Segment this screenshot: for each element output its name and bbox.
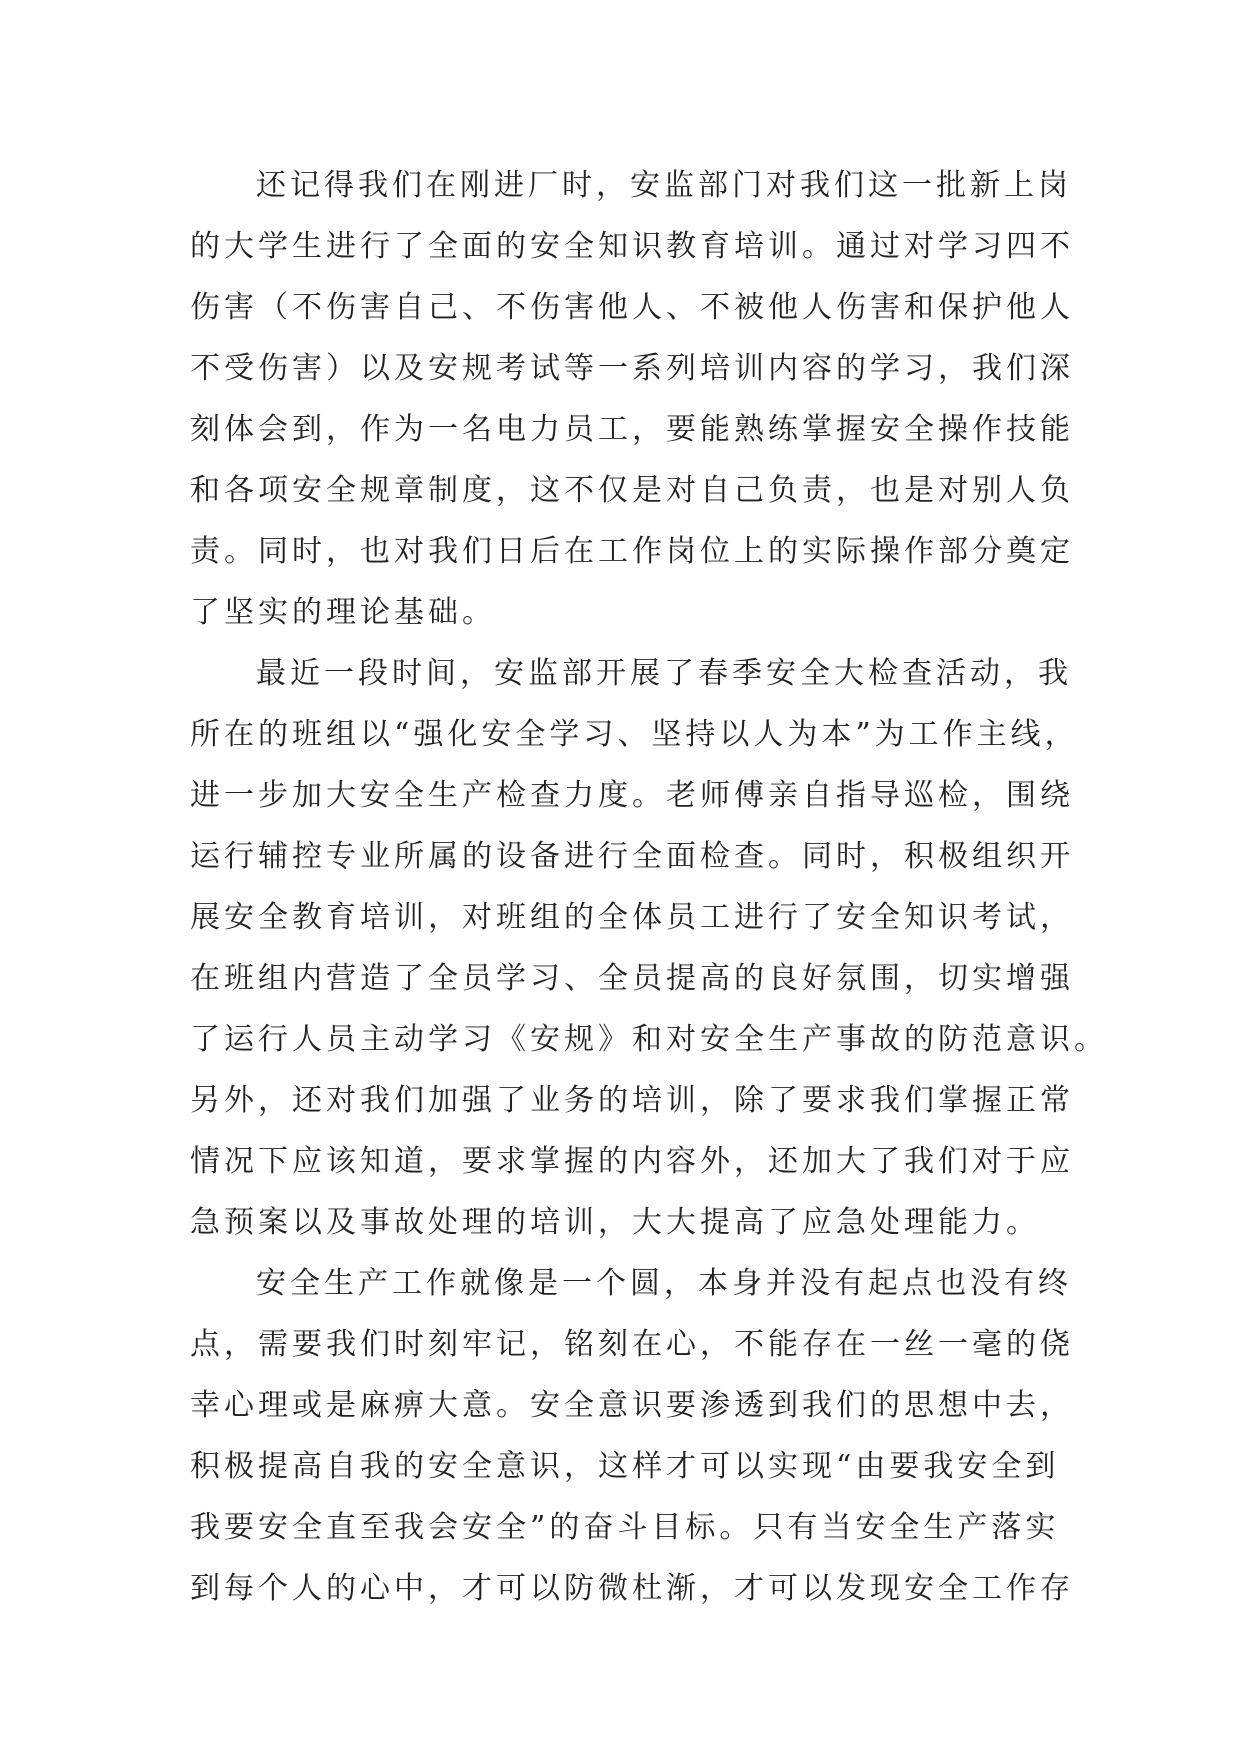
text-line: 和各项安全规章制度，这不仅是对自己负责，也是对别人负 — [190, 473, 1074, 508]
text-line: 运行辅控专业所属的设备进行全面检查。同时，积极组织开 — [190, 839, 1074, 874]
text-line: 急预案以及事故处理的培训，大大提高了应急处理能力。 — [190, 1205, 1040, 1240]
text-line: 最近一段时间，安监部开展了春季安全大检查活动，我 — [256, 656, 1072, 691]
text-line: 点，需要我们时刻牢记，铭刻在心，不能存在一丝一毫的侥 — [190, 1327, 1074, 1362]
text-line: 情况下应该知道，要求掌握的内容外，还加大了我们对于应 — [190, 1144, 1074, 1179]
text-line: 到每个人的心中，才可以防微杜渐，才可以发现安全工作存 — [190, 1571, 1074, 1606]
text-line: 在班组内营造了全员学习、全员提高的良好氛围，切实增强 — [190, 961, 1074, 996]
text-line: 进一步加大安全生产检查力度。老师傅亲自指导巡检，围绕 — [190, 778, 1074, 813]
text-line: 了运行人员主动学习《安规》和对安全生产事故的防范意识。 — [190, 1022, 1108, 1057]
text-line: 所在的班组以“强化安全学习、坚持以人为本”为工作主线， — [190, 717, 1079, 752]
text-line: 展安全教育培训，对班组的全体员工进行了安全知识考试， — [190, 900, 1074, 935]
text-line: 不受伤害）以及安规考试等一系列培训内容的学习，我们深 — [190, 351, 1074, 386]
text-line: 积极提高自我的安全意识，这样才可以实现“由要我安全到 — [190, 1449, 1060, 1484]
text-line: 刻体会到，作为一名电力员工，要能熟练掌握安全操作技能 — [190, 412, 1074, 447]
text-line: 了坚实的理论基础。 — [190, 595, 496, 630]
paragraph-3 — [190, 1253, 1074, 1619]
paragraph-1 — [190, 155, 1074, 643]
text-line: 另外，还对我们加强了业务的培训，除了要求我们掌握正常 — [190, 1083, 1074, 1118]
text-line: 还记得我们在刚进厂时，安监部门对我们这一批新上岗 — [256, 168, 1072, 203]
text-line: 的大学生进行了全面的安全知识教育培训。通过对学习四不 — [190, 229, 1074, 264]
document-body — [190, 155, 1108, 1619]
text-line: 我要安全直至我会安全”的奋斗目标。只有当安全生产落实 — [190, 1510, 1060, 1545]
paragraph-2 — [190, 643, 1108, 1253]
text-line: 幸心理或是麻痹大意。安全意识要渗透到我们的思想中去， — [190, 1388, 1074, 1423]
text-line: 安全生产工作就像是一个圆，本身并没有起点也没有终 — [256, 1266, 1072, 1301]
text-line: 责。同时，也对我们日后在工作岗位上的实际操作部分奠定 — [190, 534, 1074, 569]
text-line: 伤害（不伤害自己、不伤害他人、不被他人伤害和保护他人 — [190, 290, 1074, 325]
